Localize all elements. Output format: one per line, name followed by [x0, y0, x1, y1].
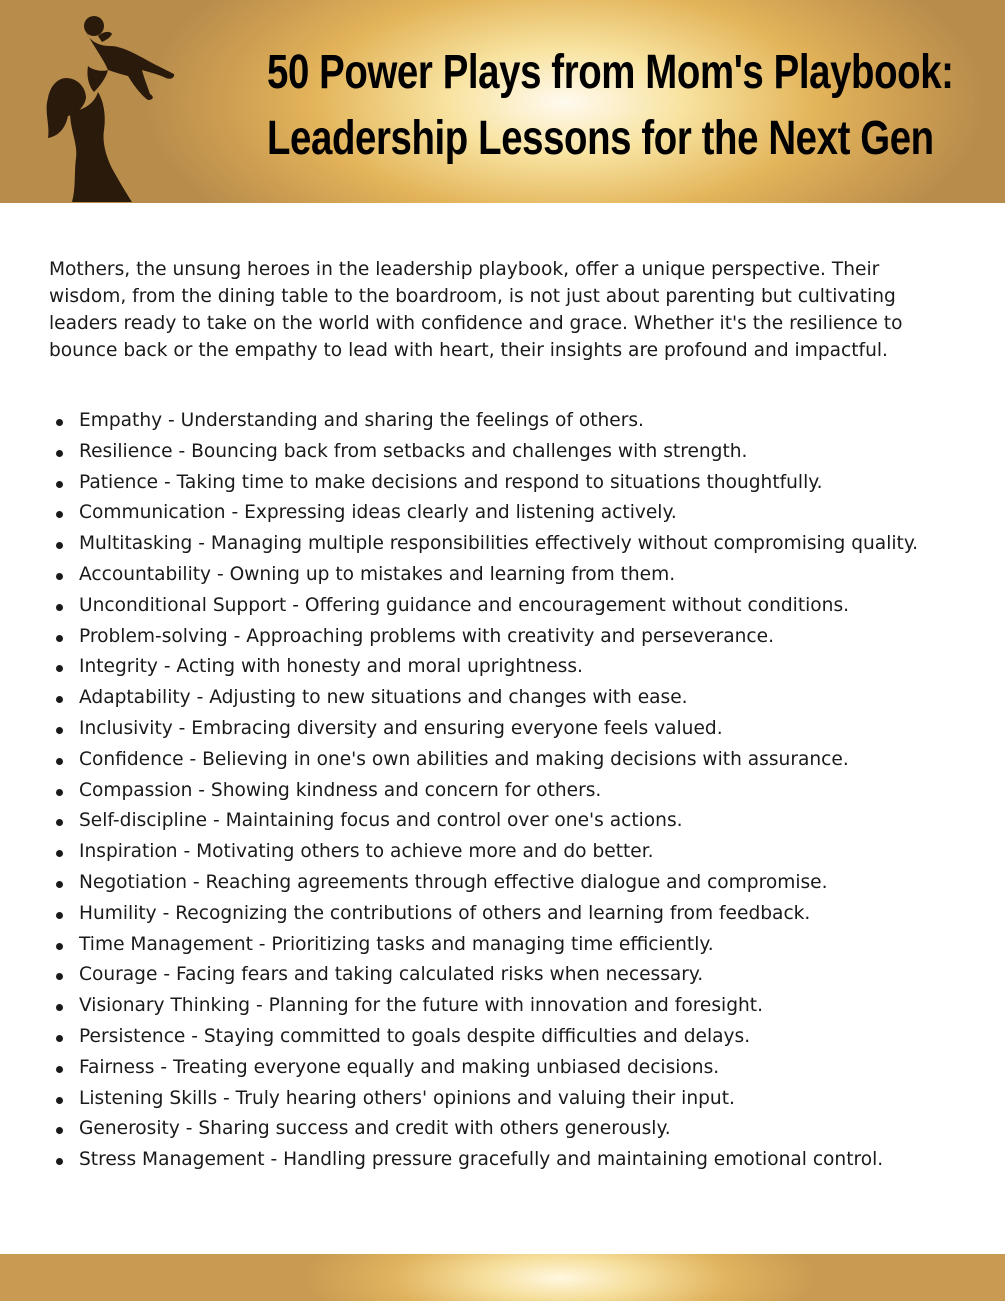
list-item: Resilience - Bouncing back from setbacks and challenges with strength. — [49, 437, 989, 468]
page-title — [267, 40, 954, 172]
mother-lifting-child-silhouette-icon — [36, 12, 186, 202]
list-item: Confidence - Believing in one's own abilities and making decisions with assurance. — [49, 745, 989, 776]
leadership-traits-list — [49, 406, 989, 1176]
list-item: Communication - Expressing ideas clearly and listening actively. — [49, 498, 989, 529]
list-item: Listening Skills - Truly hearing others' opinions and valuing their input. — [49, 1084, 989, 1115]
list-item: Multitasking - Managing multiple responsibilities effectively without compromising quality. — [49, 529, 989, 560]
footer-band — [0, 1254, 1005, 1301]
list-item: Time Management - Prioritizing tasks and managing time efficiently. — [49, 930, 989, 961]
list-item: Integrity - Acting with honesty and moral uprightness. — [49, 652, 989, 683]
header-banner — [0, 0, 1005, 203]
title-line-2: Leadership Lessons for the Next Gen — [267, 112, 934, 165]
intro-line-4: bounce back or the empathy to lead with heart, their insights are profound and impactful. — [49, 340, 888, 361]
list-item: Accountability - Owning up to mistakes and learning from them. — [49, 560, 989, 591]
list-item: Stress Management - Handling pressure gracefully and maintaining emotional control. — [49, 1145, 989, 1176]
intro-paragraph — [49, 256, 949, 364]
list-item: Fairness - Treating everyone equally and making unbiased decisions. — [49, 1053, 989, 1084]
list-item: Adaptability - Adjusting to new situations and changes with ease. — [49, 683, 989, 714]
list-item: Generosity - Sharing success and credit with others generously. — [49, 1114, 989, 1145]
list-item: Unconditional Support - Offering guidance and encouragement without conditions. — [49, 591, 989, 622]
list-item: Courage - Facing fears and taking calculated risks when necessary. — [49, 960, 989, 991]
list-item: Humility - Recognizing the contributions of others and learning from feedback. — [49, 899, 989, 930]
title-line-1: 50 Power Plays from Mom's Playbook: — [267, 46, 954, 99]
intro-line-1: Mothers, the unsung heroes in the leadership playbook, offer a unique perspective. Their — [49, 259, 880, 280]
list-item: Visionary Thinking - Planning for the future with innovation and foresight. — [49, 991, 989, 1022]
list-item: Negotiation - Reaching agreements through effective dialogue and compromise. — [49, 868, 989, 899]
intro-line-2: wisdom, from the dining table to the boardroom, is not just about parenting but cultivating — [49, 286, 896, 307]
list-item: Inclusivity - Embracing diversity and ensuring everyone feels valued. — [49, 714, 989, 745]
list-item: Persistence - Staying committed to goals despite difficulties and delays. — [49, 1022, 989, 1053]
list-item: Self-discipline - Maintaining focus and control over one's actions. — [49, 806, 989, 837]
list-item: Inspiration - Motivating others to achieve more and do better. — [49, 837, 989, 868]
intro-line-3: leaders ready to take on the world with confidence and grace. Whether it's the resilience to — [49, 313, 903, 334]
list-item: Empathy - Understanding and sharing the feelings of others. — [49, 406, 989, 437]
list-item: Problem-solving - Approaching problems with creativity and perseverance. — [49, 622, 989, 653]
list-item: Patience - Taking time to make decisions and respond to situations thoughtfully. — [49, 468, 989, 499]
list-item: Compassion - Showing kindness and concern for others. — [49, 776, 989, 807]
